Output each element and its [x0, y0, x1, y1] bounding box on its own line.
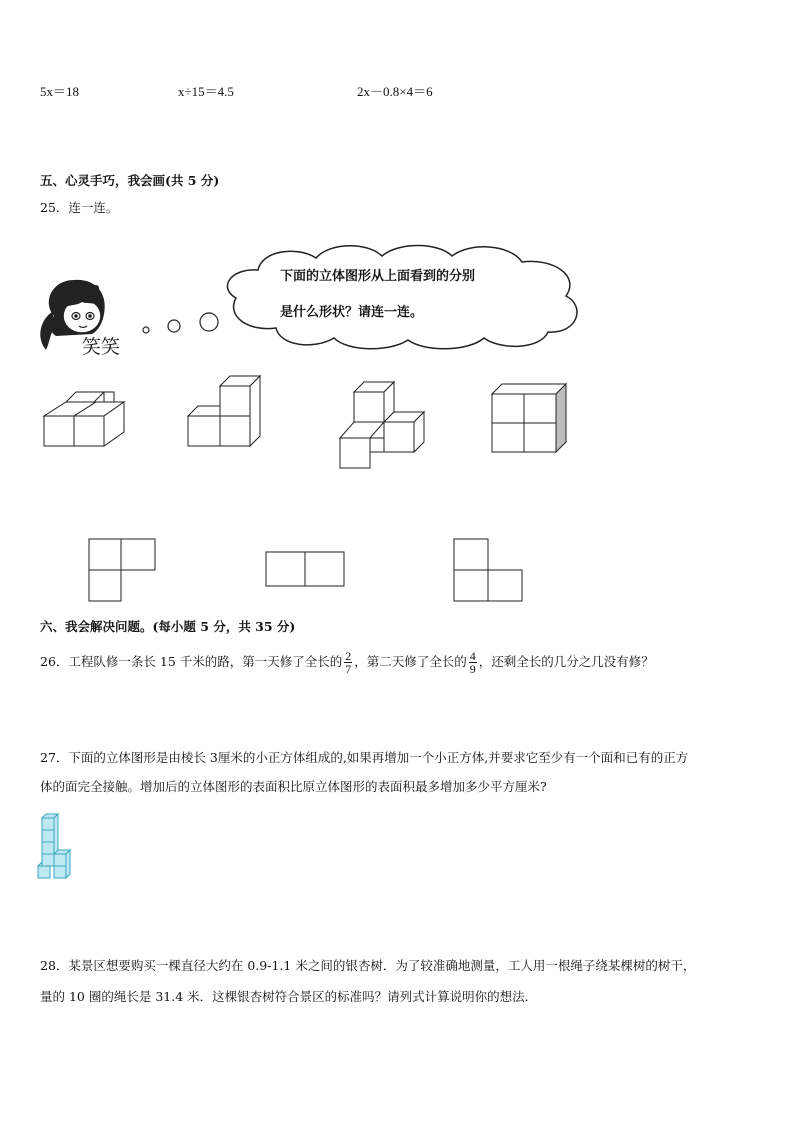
character-name: 笑笑: [82, 336, 121, 358]
fraction-1-numerator: 2: [345, 648, 352, 663]
question-25-label: 25．连一连。: [40, 200, 119, 215]
cloud-text-line-1: 下面的立体图形从上面看到的分别: [280, 269, 476, 284]
fraction-1-denominator: 7: [345, 661, 352, 676]
thought-bubbles: [140, 308, 220, 338]
question-27-line-2: 体的面完全接触。增加后的立体图形的表面积比原立体图形的表面积最多增加多少平方厘米?: [40, 779, 547, 794]
fraction-2-denominator: 9: [469, 661, 476, 676]
top-view-a: [89, 539, 159, 603]
fraction-2-7: [344, 650, 352, 675]
solid-figure-a: [44, 392, 134, 452]
cube-stack-figure: [38, 812, 78, 880]
equation-1: 5x＝18: [40, 84, 80, 99]
fraction-4-9: [469, 650, 477, 675]
question-28-line-2: 量的 10 圈的绳长是 31.4 米．这棵银杏树符合景区的标准吗？请列式计算说明你的想法．: [40, 989, 538, 1004]
fraction-2-numerator: 4: [469, 648, 476, 663]
cloud-text-line-2: 是什么形状？请连一连。: [280, 305, 424, 320]
top-view-b: [266, 552, 348, 588]
question-28-line-1: 28．某景区想要购买一棵直径大约在 0.9-1.1 米之间的银杏树．为了较准确地测量，工人用一根绳子绕某棵树的树干，: [40, 958, 696, 973]
question-27-line-1: 27．下面的立体图形是由棱长 3厘米的小正方体组成的,如果再增加一个小正方体,并要求它至少有一个面和已有的正方: [40, 750, 689, 765]
top-view-c: [454, 539, 526, 603]
solid-figure-b: [188, 374, 268, 446]
q26-part-2: ，第二天修了全长的: [354, 654, 467, 669]
solid-figure-d: [492, 384, 572, 454]
q26-part-3: ，还剩全长的几分之几没有修？: [478, 654, 654, 669]
section-6-title: 六、我会解决问题。(每小题 5 分，共 35 分): [40, 619, 296, 634]
equation-2: x÷15＝4.5: [178, 84, 234, 99]
q26-part-1: 26．工程队修一条长 15 千米的路，第一天修了全长的: [40, 654, 343, 669]
question-26: [40, 643, 654, 681]
speech-cloud: [218, 242, 588, 352]
equation-3: 2x－0.8×4＝6: [357, 84, 433, 99]
section-5-title: 五、心灵手巧，我会画(共 5 分): [40, 173, 220, 188]
solid-figure-c: [340, 382, 430, 468]
